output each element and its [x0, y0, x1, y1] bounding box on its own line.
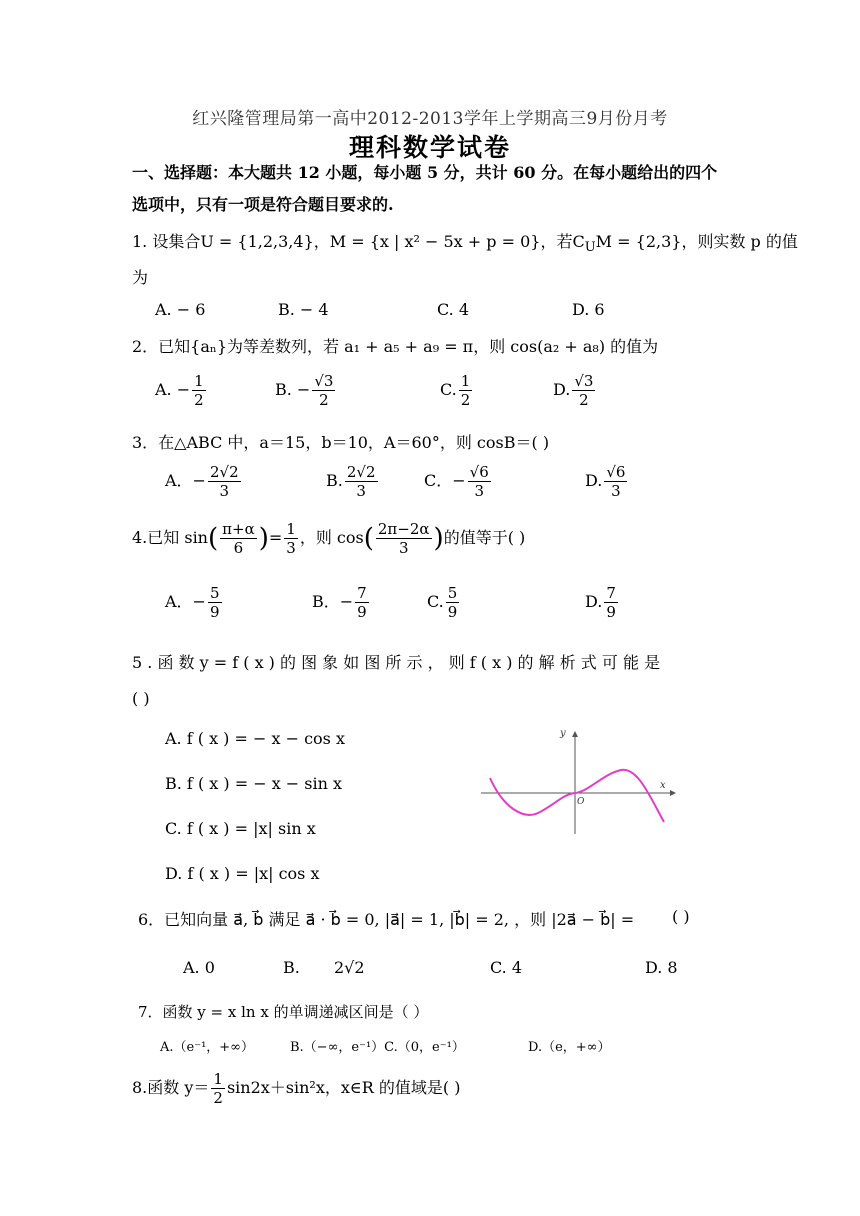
q4-b-fraction [355, 584, 369, 621]
q3-c-label: C．− [424, 471, 466, 490]
q3-c-num: √6 [469, 463, 489, 481]
q3-option-c [424, 463, 493, 500]
q3-d-label: D. [585, 471, 603, 490]
origin-label: O [577, 797, 585, 807]
question-7: 7．函数 y = x ln x 的单调递减区间是（ ） [138, 1003, 429, 1021]
exam-title: 理科数学试卷 [348, 133, 511, 162]
q6-option-a: A. 0 [183, 958, 215, 977]
q4-c-fraction [446, 584, 460, 621]
q4-c-label: C. [427, 592, 444, 611]
q7-option-d: D.（e，+∞） [528, 1040, 611, 1055]
q4-post: 的值等于( ) [443, 528, 526, 547]
q4-arg1-rest: +α [232, 520, 255, 538]
q1-continuation: 为 [132, 268, 149, 287]
q4-c-num: 5 [447, 584, 458, 602]
q4-b-num: 7 [357, 584, 367, 602]
q1-option-d: D. 6 [572, 300, 605, 319]
q4-b-den: 9 [357, 603, 367, 621]
q4-mid: ，则 cos [299, 528, 364, 547]
q2-d-num: √3 [574, 372, 594, 390]
q2-d-fraction [572, 372, 595, 409]
q2-b-label: B. − [275, 380, 311, 399]
q2-c-label: C. [440, 380, 457, 399]
q4-arg1-den: 6 [233, 539, 244, 557]
q2-d-den: 2 [579, 391, 589, 409]
q3-a-label: A．− [165, 471, 206, 490]
q2-c-fraction [459, 372, 473, 409]
question-1 [132, 229, 798, 255]
q3-d-den: 3 [611, 482, 621, 500]
question-5: 5 . 函 数 y = f ( x ) 的 图 象 如 图 所 示 ， 则 f ( x ) 的 解 析 式 可 能 是 [132, 653, 661, 672]
exam-subtitle: 红兴隆管理局第一高中2012-2013学年上学期高三9月份月考 [192, 109, 668, 129]
q4-arg2-rest: −2α [397, 520, 430, 538]
q1-option-b: B. − 4 [278, 300, 329, 319]
q5-option-d: D. f ( x ) = |x| cos x [165, 864, 320, 883]
q1-option-c: C. 4 [437, 300, 470, 319]
q8-post: sin2x＋sin²x，x∈R 的值域是( ) [226, 1078, 461, 1097]
q8-den: 2 [213, 1089, 223, 1107]
q5-option-a: A. f ( x ) = − x − cos x [165, 729, 345, 748]
q2-option-d [553, 372, 597, 409]
q2-b-fraction [312, 372, 335, 409]
q4-a-fraction [208, 584, 222, 621]
q4-eq: = [268, 528, 283, 547]
q3-a-num: 2√2 [209, 463, 239, 481]
q3-option-a [165, 463, 243, 500]
question-6: 6．已知向量 a⃗, b⃗ 满足 a⃗ · b⃗ = 0, |a⃗| = 1, |b⃗| = 2, ，则 |2a⃗ − b⃗| = [138, 910, 635, 929]
q2-d-label: D. [553, 380, 571, 399]
y-axis-label: y [560, 728, 566, 739]
q3-option-b [326, 463, 380, 500]
q5-option-b: B. f ( x ) = − x − sin x [165, 774, 343, 793]
y-axis-arrow [572, 731, 578, 737]
q4-d-fraction [604, 584, 618, 621]
x-axis-arrow [670, 790, 676, 796]
q4-d-label: D. [585, 592, 603, 611]
q2-b-num: √3 [314, 372, 334, 390]
q4-arg2-num: 2π [377, 520, 398, 538]
q4-c-den: 9 [447, 603, 458, 621]
q3-option-d [585, 463, 629, 500]
q2-c-num: 1 [460, 372, 471, 390]
x-axis-label: x [660, 780, 666, 791]
function-curve [490, 770, 664, 822]
q5-paren: ( ) [132, 689, 150, 708]
q4-val-den: 3 [286, 539, 296, 557]
q4-d-num: 7 [606, 584, 616, 602]
q4-option-a [165, 584, 224, 621]
q4-a-den: 9 [209, 603, 220, 621]
q2-option-c [440, 372, 474, 409]
q4-option-c [427, 584, 461, 621]
q4-arg1-num: π [222, 520, 233, 538]
q3-d-num: √6 [606, 463, 626, 481]
q3-a-fraction [208, 463, 241, 500]
q4-arg2 [376, 520, 432, 557]
q5-option-c: C. f ( x ) = |x| sin x [165, 819, 316, 838]
q6-option-b-value: 2√2 [334, 958, 365, 977]
q4-option-d [585, 584, 620, 621]
q3-c-fraction [468, 463, 491, 500]
section-heading-line2: 选项中，只有一项是符合题目要求的. [132, 195, 394, 214]
q2-option-a [155, 372, 208, 409]
q1-subscript: U [584, 240, 596, 256]
q2-a-den: 2 [194, 391, 204, 409]
function-graph [478, 722, 678, 837]
q2-option-b [275, 372, 337, 409]
q6-option-d: D. 8 [645, 958, 678, 977]
question-2: 2．已知{aₙ}为等差数列，若 a₁ + a₅ + a₉ = π，则 cos(a₂ + a₈) 的值为 [132, 337, 659, 356]
q4-a-label: A．− [165, 592, 206, 611]
question-4: 4.已知 sin( $\frac{\pi+\alpha}{6}$ )= $\frac{1}{3}$ ，则 cos( $\frac{2\pi-2\alpha}{3}$ )的值等于( ) [132, 520, 526, 557]
q8-num: 1 [213, 1070, 223, 1088]
q4-b-label: B．− [312, 592, 354, 611]
q4-arg1 [220, 520, 257, 557]
q3-b-fraction [345, 463, 378, 500]
q6-option-c: C. 4 [490, 958, 523, 977]
q2-a-label: A. − [155, 380, 191, 399]
q6-option-b-label: B. [283, 958, 300, 977]
q2-a-fraction [192, 372, 206, 409]
q4-a-num: 5 [209, 584, 220, 602]
q1-text2: M = {2,3}，则实数 p 的值 [595, 232, 798, 251]
q7-option-bc: B.（−∞，e⁻¹）C.（0，e⁻¹） [290, 1040, 465, 1055]
q6-paren: ( ) [672, 907, 690, 926]
q3-b-num: 2√2 [346, 463, 376, 481]
q3-a-den: 3 [219, 482, 230, 500]
q3-b-label: B. [326, 471, 343, 490]
q8-pre: 8.函数 y＝ [132, 1078, 210, 1097]
q4-val-num: 1 [286, 520, 296, 538]
section-heading-line1: 一、选择题：本大题共 12 小题，每小题 5 分，共计 60 分。在每小题给出的四个 [132, 163, 718, 182]
question-8 [132, 1070, 460, 1107]
q3-c-den: 3 [474, 482, 484, 500]
q7-option-a: A.（e⁻¹，+∞） [160, 1040, 255, 1055]
q1-text: 1. 设集合U = {1,2,3,4}，M = {x | x² − 5x + p = 0}，若C [132, 232, 585, 251]
q2-c-den: 2 [460, 391, 471, 409]
q4-d-den: 9 [606, 603, 616, 621]
q2-a-num: 1 [194, 372, 204, 390]
q4-option-b [312, 584, 371, 621]
q3-b-den: 3 [356, 482, 366, 500]
q3-d-fraction [604, 463, 627, 500]
q1-option-a: A. − 6 [155, 300, 206, 319]
q2-b-den: 2 [319, 391, 329, 409]
q8-fraction [211, 1070, 225, 1107]
q4-pre: 4.已知 sin [132, 528, 208, 547]
q4-value [284, 520, 298, 557]
question-3: 3．在△ABC 中，a＝15，b＝10，A＝60°，则 cosB＝( ) [132, 433, 550, 452]
q4-arg2-den: 3 [398, 539, 409, 557]
